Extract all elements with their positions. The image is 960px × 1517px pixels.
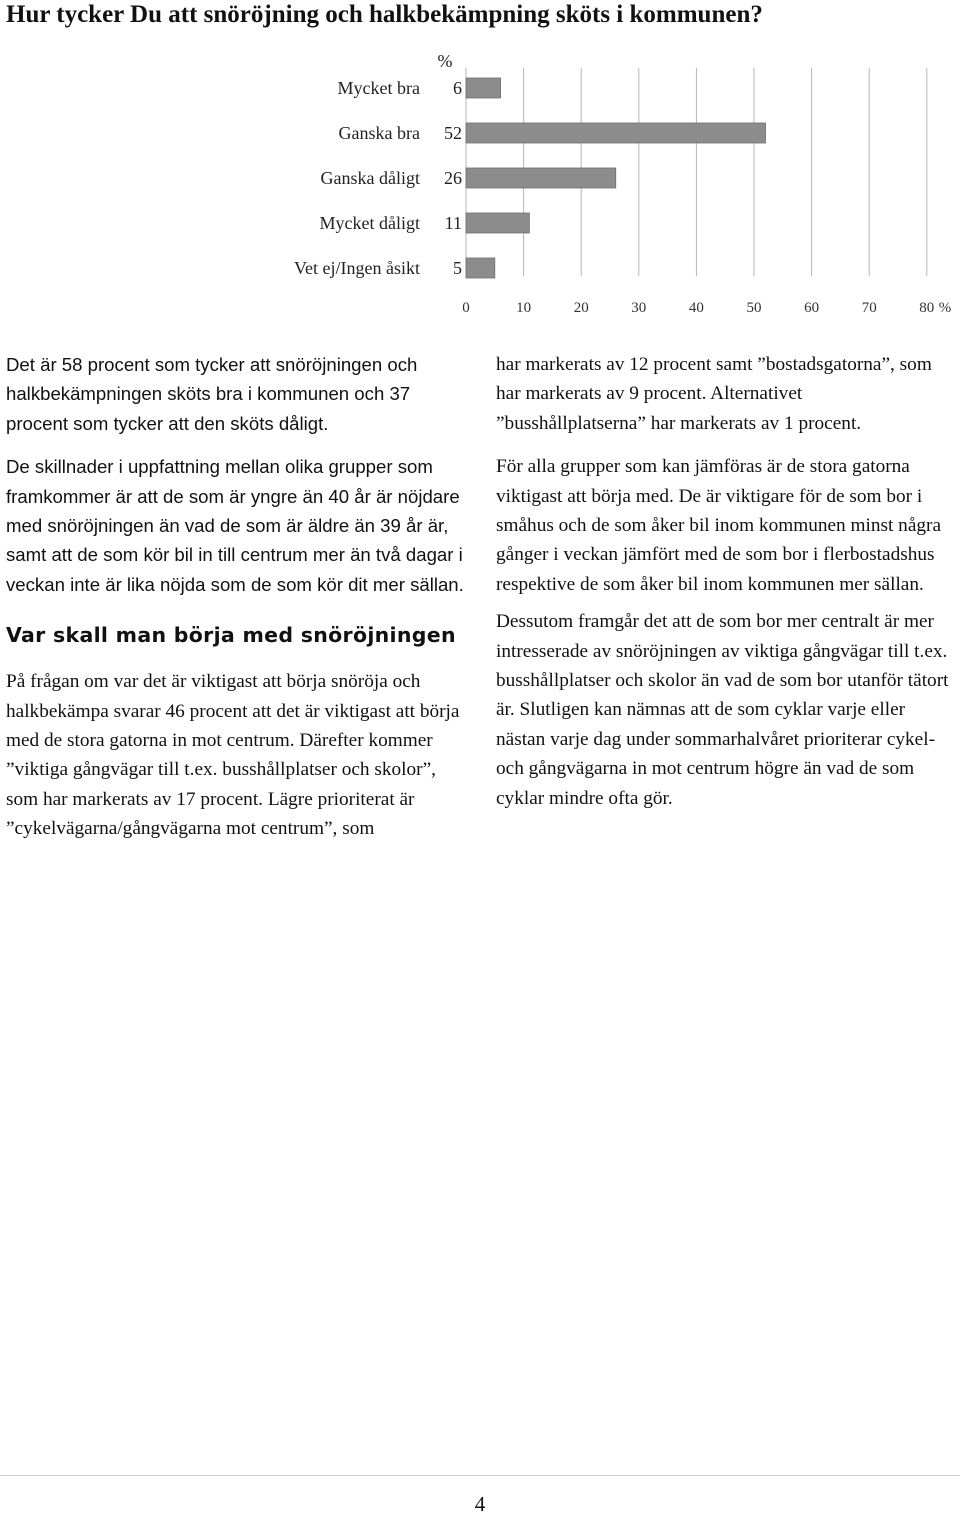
x-tick-label-30: 30 [631,300,647,316]
x-tick-label-20: 20 [573,300,589,316]
bar-3 [466,168,616,188]
page-title: Hur tycker Du att snöröjning och halkbekämpning sköts i kommunen? [6,1,763,28]
category-label: Mycket bra [337,78,420,98]
x-tick-label-60: 60 [804,300,820,316]
right-column [496,350,956,827]
bar-4 [466,213,529,233]
x-tick-label-0: 0 [462,300,470,316]
summary-paragraph: Det är 58 procent som tycker att snöröjningen och halkbekämpningen sköts bra i kommunen och 37 procent som tycker att den sköts dåligt. [6,354,418,434]
bar-5 [466,258,495,278]
section-heading: Var skall man börja med snöröjningen [6,623,456,648]
category-label: Vet ej/Ingen åsikt [294,258,420,278]
x-tick-label-70: 70 [861,300,877,316]
x-unit-label: % [938,300,952,316]
value-label: 5 [453,258,462,278]
value-column-header: % [437,51,453,71]
group-differences-paragraph: De skillnader i uppfattning mellan olika grupper som framkommer är att de som är yngre än 40 år är nöjdare med snöröjningen än vad de som är äldre än 39 år är, samt att de som kör bil in till centrum mer än två dagar i veckan inte är lika nöjda som de som kör dit mer sällan. [6,456,464,595]
groups-paragraph: För alla grupper som kan jämföras är de stora gatorna viktigast att börja med. De är viktigare för de som bor i småhus och de som åker bil inom kommunen minst några gånger i veckan jämfört med de som bor i flerbostadshus respektive de som åker bil inom kommunen mer sällan. [496,456,942,595]
page-number: 4 [474,1492,486,1516]
value-label: 52 [444,123,462,143]
category-label: Mycket dåligt [319,213,420,233]
continued-paragraph: har markerats av 12 procent samt ”bostadsgatorna”, som har markerats av 9 procent. Alternativet ”busshållplatserna” har markerats av 1 procent. [496,354,932,434]
value-label: 26 [444,168,462,188]
value-label: 11 [444,213,462,233]
x-tick-label-80: 80 [919,300,935,316]
bar-2 [466,123,766,143]
category-label: Ganska dåligt [320,168,420,188]
x-tick-label-40: 40 [688,300,704,316]
chart-labels [294,51,951,316]
priority-paragraph: På frågan om var det är viktigast att börja snöröja och halkbekämpa svarar 46 procent att det är viktigast att börja med de stora gatorna in mot centrum. Därefter kommer ”viktiga gångvägar till t.ex. busshållplatser och skolor”, som har markerats av 17 procent. Lägre prioriterat är ”cykelvägarna/gångvägarna mot centrum”, som [6,671,460,840]
chart-bars [466,78,766,278]
bar-chart [0,44,960,334]
value-label: 6 [453,78,462,98]
footer-divider [0,1475,960,1476]
left-column [6,350,466,858]
additional-findings-paragraph: Dessutom framgår det att de som bor mer centralt är mer intresserade av snöröjningen av viktiga gångvägar till t.ex. busshållplatser och skolor än vad de som bor utanför tätort är. Slutligen kan nämnas att de som cyklar varje eller nästan varje dag under sommarhalvåret prioriterar cykel- och gångvägarna in mot centrum högre än vad de som cyklar mindre ofta gör. [496,611,949,809]
category-label: Ganska bra [338,123,420,143]
bar-1 [466,78,501,98]
x-tick-label-10: 10 [516,300,532,316]
x-tick-label-50: 50 [746,300,762,316]
